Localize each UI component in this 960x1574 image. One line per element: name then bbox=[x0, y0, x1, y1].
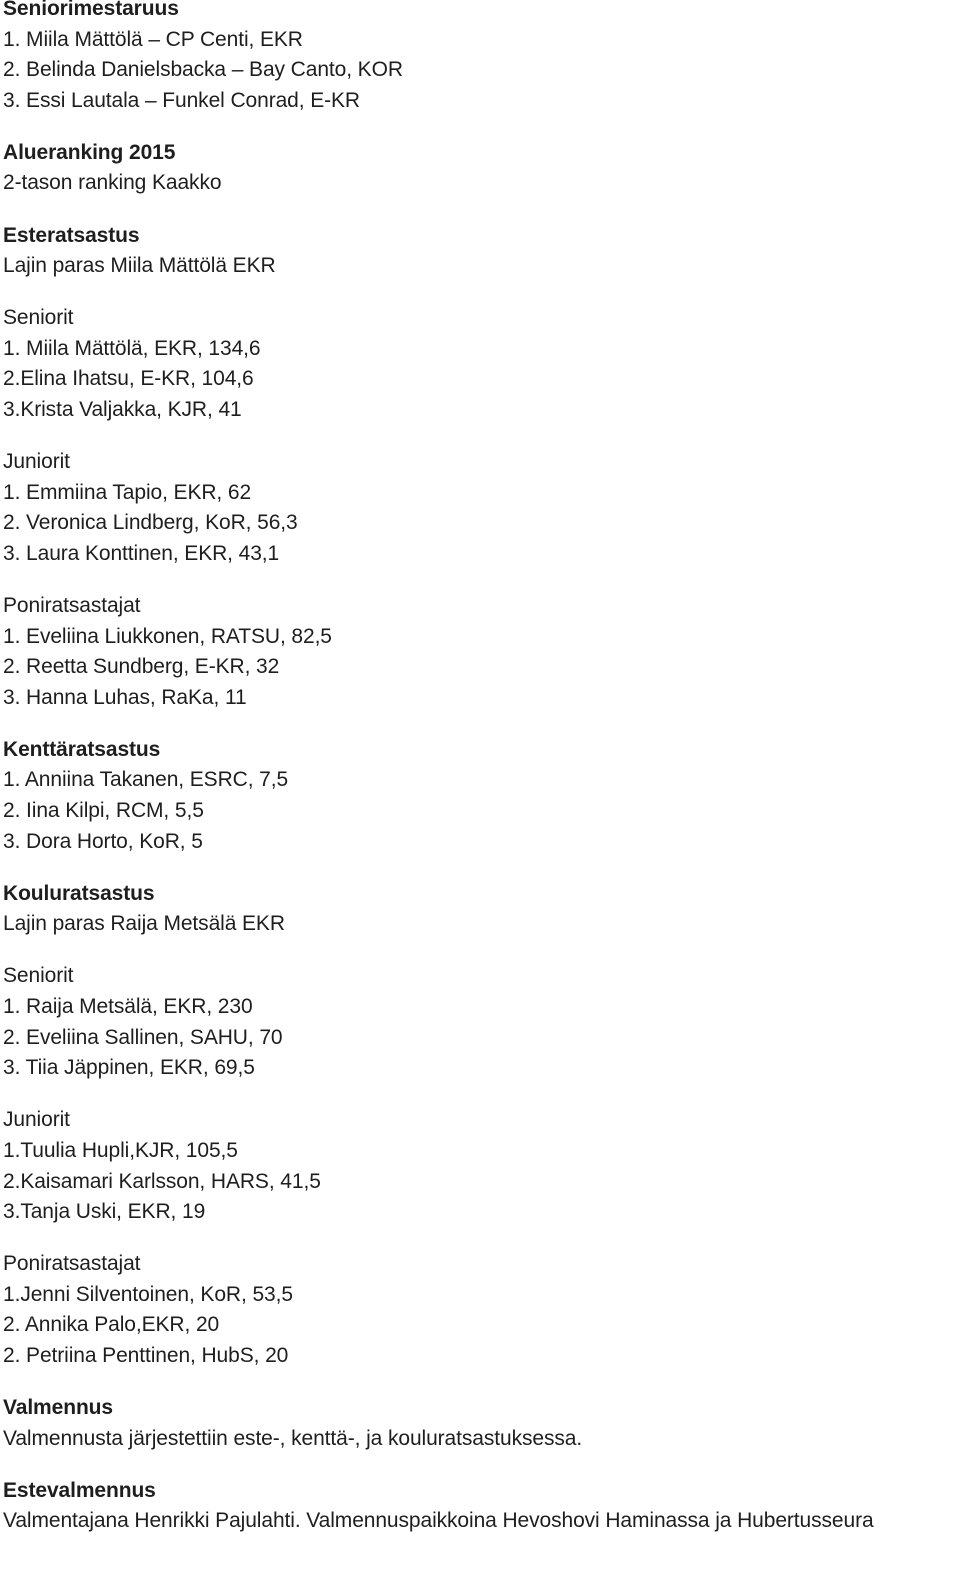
paragraph-gap bbox=[3, 199, 958, 221]
paragraph-text: Valmennusta järjestettiin este-, kenttä-, ja kouluratsastuksessa. bbox=[3, 1426, 583, 1450]
section-heading: Seniorimestaruus bbox=[3, 0, 179, 20]
category-label: Juniorit bbox=[3, 1108, 70, 1132]
list-item: 3. Dora Horto, KoR, 5 bbox=[3, 829, 203, 853]
paragraph-gap bbox=[3, 1454, 958, 1476]
list-item: 2.Elina Ihatsu, E-KR, 104,6 bbox=[3, 367, 254, 391]
paragraph-gap bbox=[3, 1372, 958, 1394]
section-estevalmennus bbox=[3, 1476, 958, 1537]
paragraph-gap bbox=[3, 116, 958, 138]
section-seniorimestaruus bbox=[3, 0, 958, 116]
section-heading: Estevalmennus bbox=[3, 1478, 156, 1502]
paragraph-gap bbox=[3, 940, 958, 962]
document-page bbox=[3, 0, 958, 1537]
list-item: 3. Hanna Luhas, RaKa, 11 bbox=[3, 685, 247, 709]
section-heading: Alueranking 2015 bbox=[3, 140, 176, 164]
list-item: 2. Iina Kilpi, RCM, 5,5 bbox=[3, 799, 204, 823]
list-item: 2.Kaisamari Karlsson, HARS, 41,5 bbox=[3, 1169, 321, 1193]
list-item: 1. Emmiina Tapio, EKR, 62 bbox=[3, 480, 252, 504]
paragraph-gap bbox=[3, 713, 958, 735]
section-subtitle: 2-tason ranking Kaakko bbox=[3, 171, 222, 195]
section-esteratsastus bbox=[3, 221, 958, 714]
section-heading: Esteratsastus bbox=[3, 223, 140, 247]
list-item: 2. Belinda Danielsbacka – Bay Canto, KOR bbox=[3, 58, 403, 82]
paragraph-gap bbox=[3, 282, 958, 304]
list-item: 1. Raija Metsälä, EKR, 230 bbox=[3, 995, 253, 1019]
list-item: 2. Eveliina Sallinen, SAHU, 70 bbox=[3, 1025, 283, 1049]
list-item: 3.Tanja Uski, EKR, 19 bbox=[3, 1200, 206, 1224]
section-valmennus bbox=[3, 1393, 958, 1454]
section-heading: Kenttäratsastus bbox=[3, 737, 161, 761]
category-label: Poniratsastajat bbox=[3, 594, 141, 617]
category-label: Juniorit bbox=[3, 450, 70, 474]
category-label: Poniratsastajat bbox=[3, 1252, 141, 1276]
category-label: Seniorit bbox=[3, 964, 74, 988]
paragraph-gap bbox=[3, 1084, 958, 1106]
list-item: 1. Miila Mättölä, EKR, 134,6 bbox=[3, 336, 261, 360]
paragraph-text: Valmentajana Henrikki Pajulahti. Valmennuspaikkoina Hevoshovi Haminassa ja Hubertusseura bbox=[3, 1509, 874, 1533]
list-item: 3. Laura Konttinen, EKR, 43,1 bbox=[3, 541, 280, 565]
list-item: 1. Anniina Takanen, ESRC, 7,5 bbox=[3, 768, 289, 792]
best-of-discipline: Lajin paras Miila Mättölä EKR bbox=[3, 254, 276, 278]
list-item: 2. Petriina Penttinen, HubS, 20 bbox=[3, 1343, 289, 1367]
category-label: Seniorit bbox=[3, 306, 74, 330]
paragraph-gap bbox=[3, 426, 958, 448]
list-item: 2. Annika Palo,EKR, 20 bbox=[3, 1313, 220, 1337]
paragraph-gap bbox=[3, 857, 958, 879]
list-item: 1.Tuulia Hupli,KJR, 105,5 bbox=[3, 1138, 238, 1162]
paragraph-gap bbox=[3, 570, 958, 592]
list-item: 3. Essi Lautala – Funkel Conrad, E-KR bbox=[3, 88, 360, 112]
list-item: 1. Miila Mättölä – CP Centi, EKR bbox=[3, 27, 303, 51]
list-item: 2. Reetta Sundberg, E-KR, 32 bbox=[3, 655, 280, 679]
section-alueranking bbox=[3, 138, 958, 199]
list-item: 3.Krista Valjakka, KJR, 41 bbox=[3, 398, 242, 422]
paragraph-gap bbox=[3, 1228, 958, 1250]
section-kouluratsastus bbox=[3, 879, 958, 1372]
section-heading: Kouluratsastus bbox=[3, 881, 155, 905]
list-item: 1.Jenni Silventoinen, KoR, 53,5 bbox=[3, 1282, 293, 1306]
list-item: 3. Tiia Jäppinen, EKR, 69,5 bbox=[3, 1056, 255, 1080]
section-heading: Valmennus bbox=[3, 1396, 113, 1420]
list-item: 2. Veronica Lindberg, KoR, 56,3 bbox=[3, 511, 298, 535]
list-item: 1. Eveliina Liukkonen, RATSU, 82,5 bbox=[3, 624, 332, 648]
best-of-discipline: Lajin paras Raija Metsälä EKR bbox=[3, 912, 285, 936]
section-kenttaratsastus bbox=[3, 735, 958, 857]
